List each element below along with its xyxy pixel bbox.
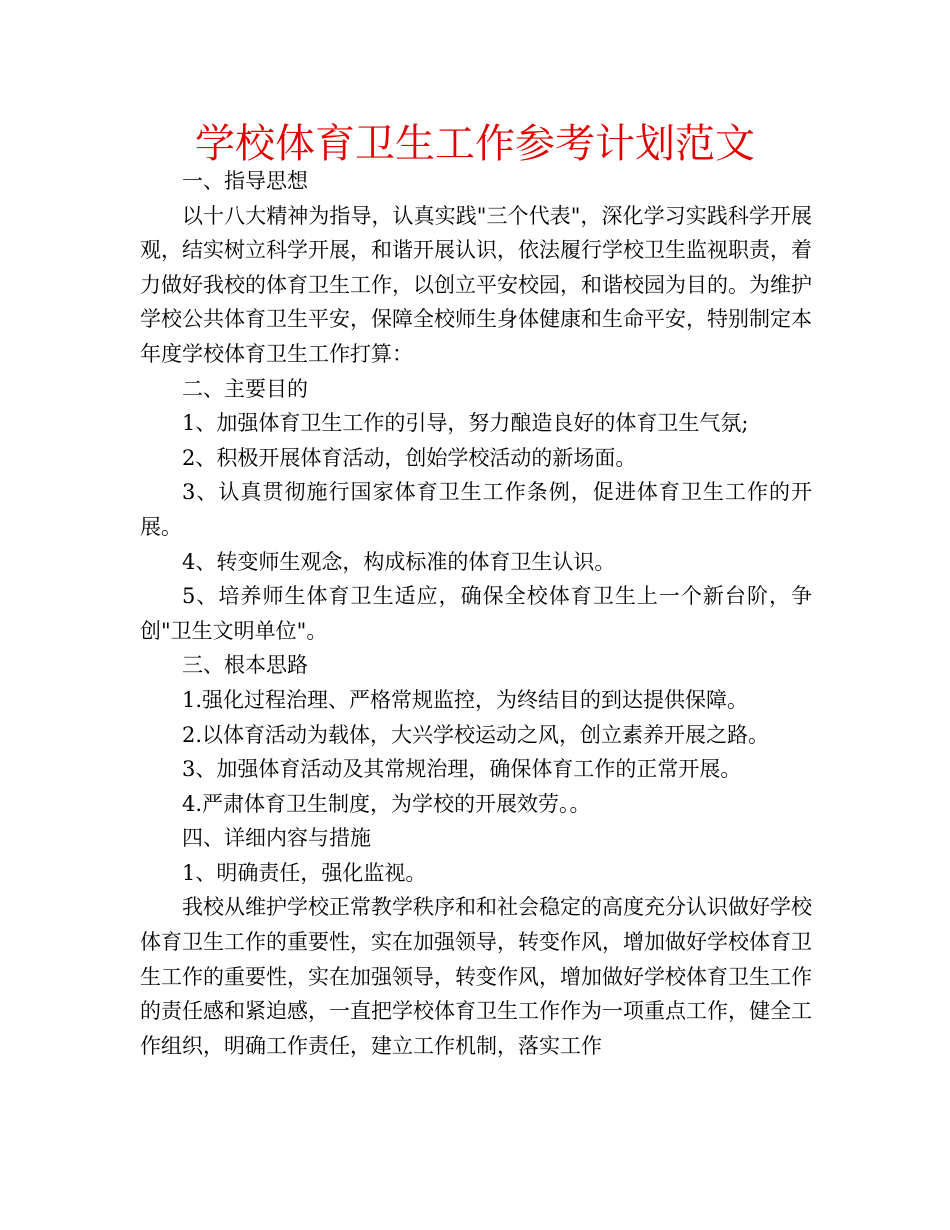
list-item-goal-2: 2、积极开展体育活动，创始学校活动的新场面。 (182, 445, 637, 470)
list-item-approach-1: 1.强化过程治理、严格常规监控，为终结目的到达提供保障。 (182, 687, 749, 712)
heading-guiding-ideology: 一、指导思想 (182, 169, 308, 193)
heading-basic-approach: 三、根本思路 (182, 653, 308, 678)
list-item-approach-4: 4.严肃体育卫生制度，为学校的开展效劳。。 (182, 791, 591, 816)
list-item-approach-2: 2.以体育活动为载体，大兴学校运动之风，创立素养开展之路。 (182, 722, 770, 747)
document-title: 学校体育卫生工作参考计划范文 (195, 121, 755, 167)
document-body (140, 164, 812, 1063)
heading-details-measures: 四、详细内容与措施 (182, 826, 371, 851)
list-item-goal-3: 3、认真贯彻施行国家体育卫生工作条例，促进体育卫生工作的开展。 (140, 480, 812, 539)
subheading-responsibility: 1、明确责任，强化监视。 (182, 860, 427, 885)
list-item-approach-3: 3、加强体育活动及其常规治理，确保体育工作的正常开展。 (182, 757, 742, 782)
list-item-goal-5: 5、培养师生体育卫生适应，确保全校体育卫生上一个新台阶，争创"卫生文明单位"。 (140, 584, 812, 643)
paragraph-responsibility: 我校从维护学校正常教学秩序和和社会稳定的高度充分认识做好学校体育卫生工作的重要性，实在加强领导，转变作风，增加做好学校体育卫生工作的重要性，实在加强领导，转变作风，增加做好学校体育卫生工作的责任感和紧迫感，一直把学校体育卫生工作作为一项重点工作，健全工作组织，明确工作责任，建立工作机制，落实工作 (140, 895, 812, 1058)
list-item-goal-1: 1、加强体育卫生工作的引导，努力酿造良好的体育卫生气氛; (182, 411, 749, 436)
paragraph-guiding-ideology: 以十八大精神为指导，认真实践"三个代表"，深化学习实践科学开展观，结实树立科学开展，和谐开展认识，依法履行学校卫生监视职责，着力做好我校的体育卫生工作，以创立平安校园，和谐校园为目的。为维护学校公共体育卫生平安，保障全校师生身体健康和生命平安，特别制定本年度学校体育卫生工作打算： (140, 203, 812, 366)
list-item-goal-4: 4、转变师生观念，构成标准的体育卫生认识。 (182, 549, 616, 574)
heading-main-goals: 二、主要目的 (182, 376, 308, 401)
